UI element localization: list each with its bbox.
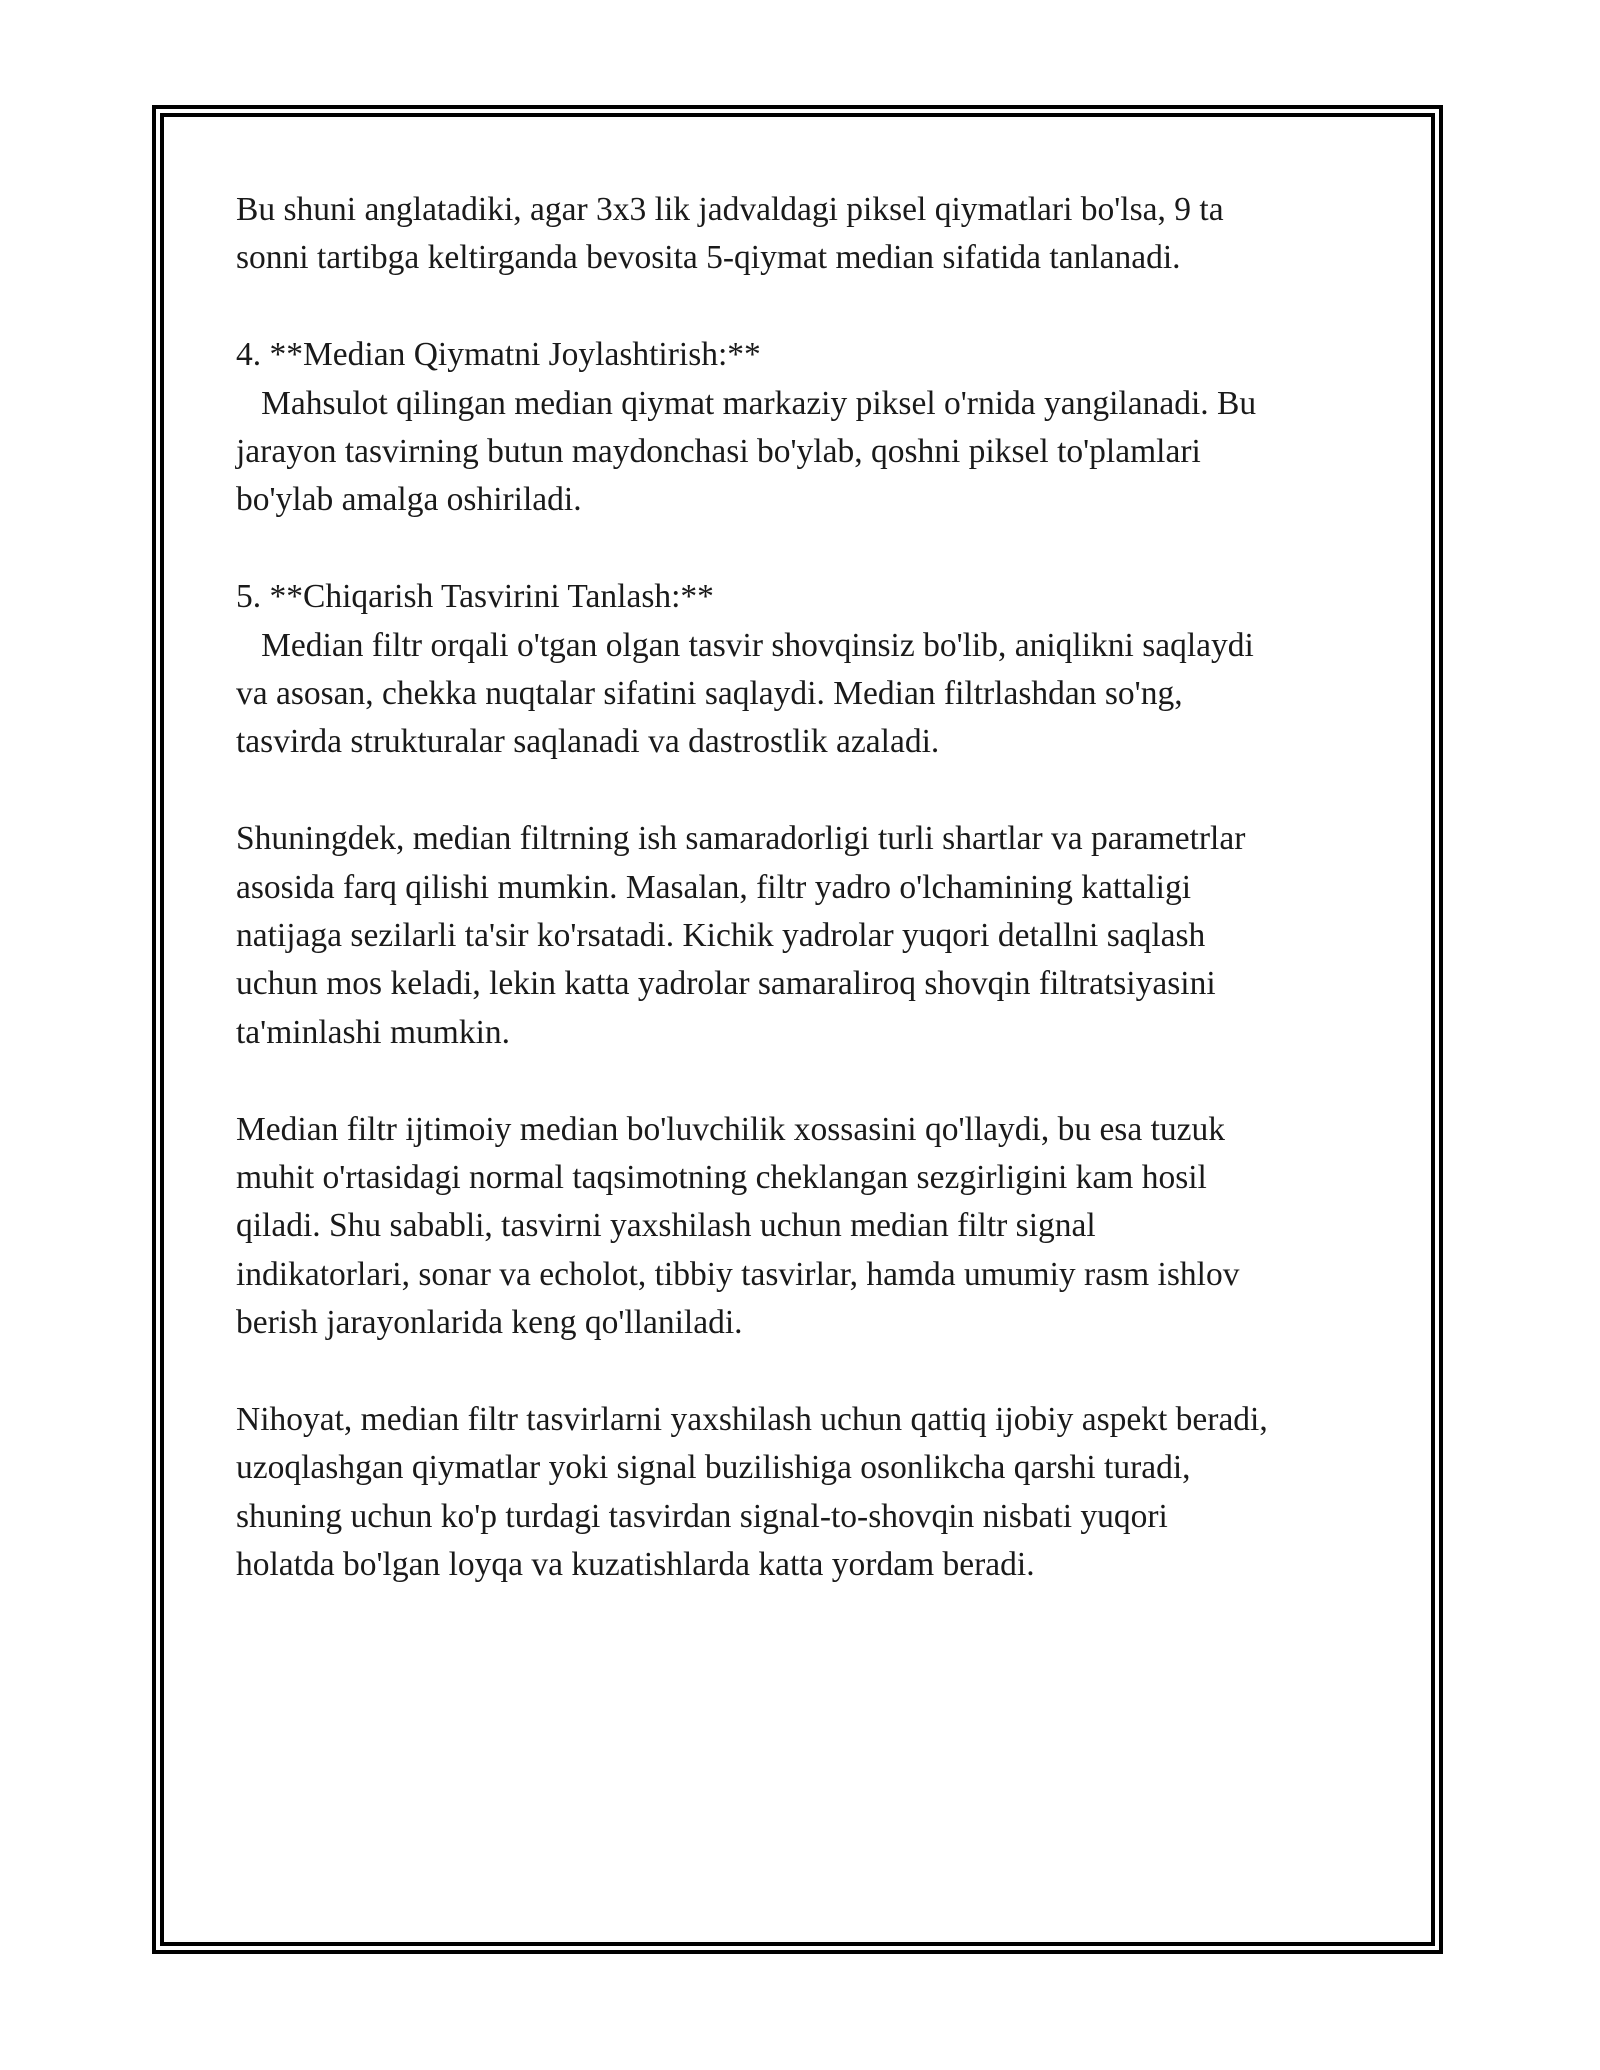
paragraph-spacer xyxy=(236,767,1376,815)
document-body xyxy=(236,186,1376,1590)
step-5-body: Median filtr orqali o'tgan olgan tasvir shovqinsiz bo'lib, aniqlikni saqlaydi va asosan, chekka nuqtalar sifatini saqlaydi. Median filtrlashdan so'ng, tasvirda strukturalar saqlanadi va dastrostlik azaladi. xyxy=(236,626,1254,761)
paragraph-median-selection: Bu shuni anglatadiki, agar 3x3 lik jadvaldagi piksel qiymatlari bo'lsa, 9 ta sonni tartibga keltirganda bevosita 5-qiymat median sifatida tanlanadi. xyxy=(236,191,1224,277)
step-5-heading: 5. **Chiqarish Tasvirini Tanlash:** xyxy=(236,578,714,616)
paragraph-spacer xyxy=(236,1057,1376,1105)
paragraph-performance: Shuningdek, median filtrning ish samaradorligi turli shartlar va parametrlar asosida farq qilishi mumkin. Masalan, filtr yadro o'lchamining kattaligi natijaga sezilarli ta'sir ko'rsatadi. Kichik yadrolar yuqori detallni saqlash uchun mos keladi, lekin katta yadrolar samaraliroq shovqin filtratsiyasini ta'minlashi mumkin. xyxy=(236,820,1246,1051)
paragraph-conclusion: Nihoyat, median filtr tasvirlarni yaxshilash uchun qattiq ijobiy aspekt beradi, uzoqlashgan qiymatlar yoki signal buzilishiga osonlikcha qarshi turadi, shuning uchun ko'p turdagi tasvirdan signal-to-shovqin nisbati yuqori holatda bo'lgan loyqa va kuzatishlarda katta yordam beradi. xyxy=(236,1401,1268,1584)
step-4-body: Mahsulot qilingan median qiymat markaziy piksel o'rnida yangilanadi. Bu jarayon tasvirning butun maydonchasi bo'ylab, qoshni piksel to'plamlari bo'ylab amalga oshiriladi. xyxy=(236,384,1257,519)
step-4-heading: 4. **Median Qiymatni Joylashtirish:** xyxy=(236,336,761,374)
paragraph-spacer xyxy=(236,1348,1376,1396)
paragraph-spacer xyxy=(236,283,1376,331)
paragraph-applications: Median filtr ijtimoiy median bo'luvchilik xossasini qo'llaydi, bu esa tuzuk muhit o'rtasidagi normal taqsimotning cheklangan sezgirligini kam hosil qiladi. Shu sababli, tasvirni yaxshilash uchun median filtr signal indikatorlari, sonar va echolot, tibbiy tasvirlar, hamda umumiy rasm ishlov berish jarayonlarida keng qo'llaniladi. xyxy=(236,1110,1240,1342)
paragraph-spacer xyxy=(236,525,1376,573)
